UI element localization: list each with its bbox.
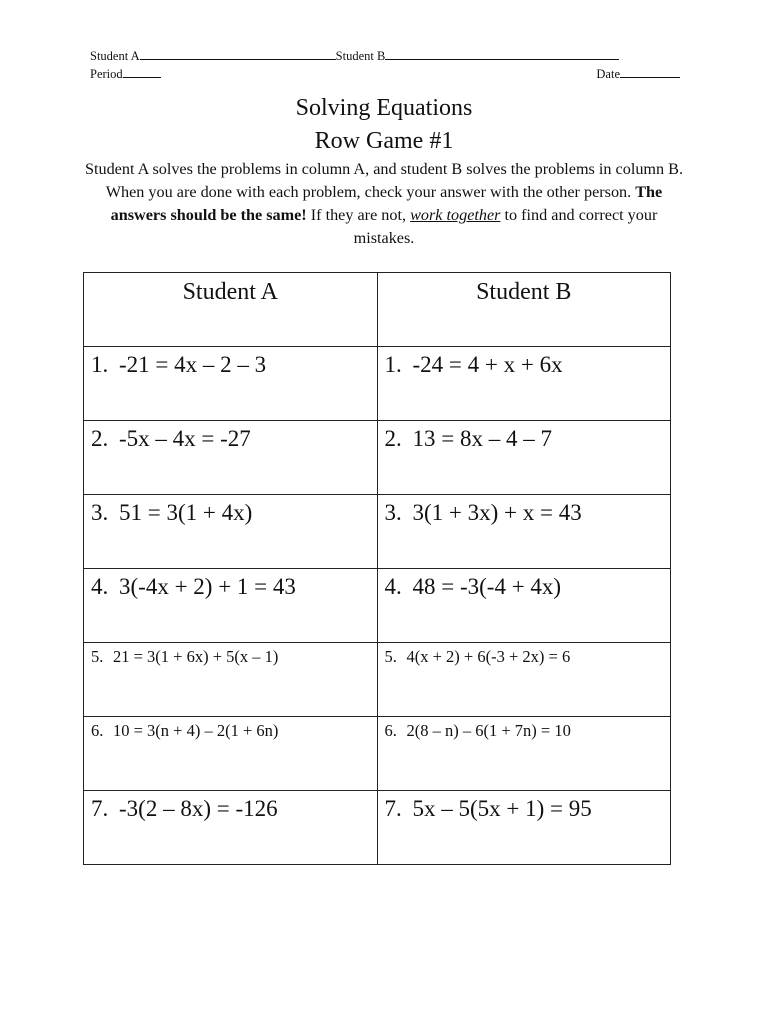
problem-number: 1. bbox=[384, 352, 402, 377]
problems-table bbox=[83, 272, 671, 865]
problem-number: 4. bbox=[91, 574, 109, 599]
problem-cell-a[interactable] bbox=[84, 347, 378, 421]
problem-cell-a[interactable] bbox=[84, 421, 378, 495]
date-label: Date bbox=[596, 67, 620, 81]
equation: 5x – 5(5x + 1) = 95 bbox=[412, 796, 592, 821]
date-group bbox=[596, 66, 680, 82]
student-a-label: Student A bbox=[90, 49, 140, 63]
table-row bbox=[84, 643, 671, 717]
problem-cell-b[interactable] bbox=[377, 569, 671, 643]
table-row bbox=[84, 495, 671, 569]
table-row bbox=[84, 717, 671, 791]
equation: 3(1 + 3x) + x = 43 bbox=[412, 500, 582, 525]
problem-cell-b[interactable] bbox=[377, 791, 671, 865]
equation: 10 = 3(n + 4) – 2(1 + 6n) bbox=[113, 721, 279, 740]
instructions-text-1: Student A solves the problems in column A, and student B solves the problems in column B. When you are done with each problem, check your answer with the other person. bbox=[84, 160, 683, 201]
instructions-text-2: If they are not, bbox=[306, 206, 411, 224]
instructions-bold: The answers should be the same! bbox=[110, 183, 663, 224]
problem-cell-a[interactable] bbox=[84, 791, 378, 865]
problem-cell-b[interactable] bbox=[377, 421, 671, 495]
student-b-blank[interactable] bbox=[385, 48, 619, 60]
problem-number: 5. bbox=[91, 647, 104, 666]
date-blank[interactable] bbox=[620, 66, 680, 78]
table-row bbox=[84, 421, 671, 495]
problem-number: 2. bbox=[91, 426, 109, 451]
table-header-row bbox=[84, 273, 671, 347]
problem-cell-b[interactable] bbox=[377, 643, 671, 717]
problem-cell-a[interactable] bbox=[84, 569, 378, 643]
problem-number: 1. bbox=[91, 352, 109, 377]
table-row bbox=[84, 569, 671, 643]
instructions-text-3: to find and correct your mistakes. bbox=[353, 206, 658, 247]
equation: 21 = 3(1 + 6x) + 5(x – 1) bbox=[113, 647, 279, 666]
equation: -21 = 4x – 2 – 3 bbox=[119, 352, 267, 377]
equation: 2(8 – n) – 6(1 + 7n) = 10 bbox=[406, 721, 571, 740]
name-line bbox=[90, 48, 619, 64]
instructions bbox=[84, 158, 684, 250]
problem-number: 6. bbox=[91, 721, 104, 740]
column-header-b: Student B bbox=[377, 273, 671, 347]
problem-cell-b[interactable] bbox=[377, 347, 671, 421]
page-title: Solving Equations bbox=[295, 95, 473, 121]
equation: -3(2 – 8x) = -126 bbox=[119, 796, 278, 821]
problem-number: 5. bbox=[384, 647, 397, 666]
instructions-emphasis: work together bbox=[410, 206, 501, 224]
student-a-blank[interactable] bbox=[140, 48, 336, 60]
problem-cell-a[interactable] bbox=[84, 495, 378, 569]
equation: 48 = -3(-4 + 4x) bbox=[412, 574, 562, 599]
equation: -24 = 4 + x + 6x bbox=[412, 352, 563, 377]
equation: -5x – 4x = -27 bbox=[119, 426, 251, 451]
problem-cell-a[interactable] bbox=[84, 643, 378, 717]
table-row bbox=[84, 347, 671, 421]
period-label: Period bbox=[90, 67, 123, 81]
problem-number: 7. bbox=[91, 796, 109, 821]
period-date-line bbox=[90, 66, 680, 82]
problem-cell-b[interactable] bbox=[377, 495, 671, 569]
equation: 13 = 8x – 4 – 7 bbox=[412, 426, 552, 451]
student-b-label: Student B bbox=[335, 49, 386, 63]
problem-number: 4. bbox=[384, 574, 402, 599]
table-row bbox=[84, 791, 671, 865]
problem-cell-a[interactable] bbox=[84, 717, 378, 791]
period-blank[interactable] bbox=[123, 66, 161, 78]
problem-number: 7. bbox=[384, 796, 402, 821]
problem-number: 3. bbox=[384, 500, 402, 525]
problem-cell-b[interactable] bbox=[377, 717, 671, 791]
page-subtitle: Row Game #1 bbox=[314, 128, 454, 154]
equation: 51 = 3(1 + 4x) bbox=[119, 500, 253, 525]
problem-number: 6. bbox=[384, 721, 397, 740]
problem-number: 3. bbox=[91, 500, 109, 525]
problem-number: 2. bbox=[384, 426, 402, 451]
column-header-a: Student A bbox=[84, 273, 378, 347]
equation: 3(-4x + 2) + 1 = 43 bbox=[119, 574, 296, 599]
equation: 4(x + 2) + 6(-3 + 2x) = 6 bbox=[406, 647, 571, 666]
